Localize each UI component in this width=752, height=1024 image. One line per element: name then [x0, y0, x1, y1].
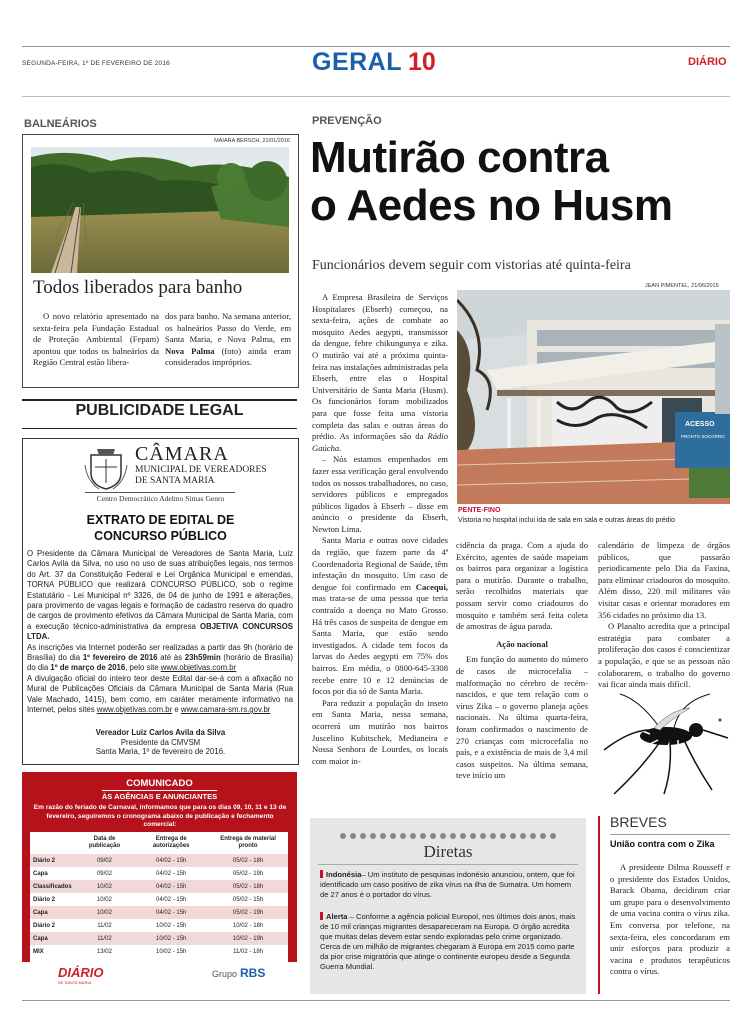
schedule-cell: 04/02 - 15h [134, 854, 208, 867]
org-sub: Centro Democrático Adelmo Simas Genro [96, 494, 225, 503]
decorative-dot [530, 833, 536, 839]
diretas-item2-text: – Conforme a agência policial Europol, nos últimos dois anos, mais de 10 mil crianças migrantes desapareceram na Europa. O órgão acredita que muitas delas devem estar sendo exploradas pelo crime organizado. Cerca de um milhão de migrantes chegaram à Europa em 2015 como parte da pior crise migratória que atinge o continente europeu desde a Segunda Guerra Mundial. [320, 912, 576, 971]
edital-p3 [27, 674, 293, 716]
signature-name: Vereador Luiz Carlos Avila da Silva [95, 728, 226, 737]
objetivas-link[interactable]: www.objetivas.com.br [160, 663, 237, 673]
decorative-dot [480, 833, 486, 839]
diretas-rule [318, 864, 578, 865]
section-title: GERAL [312, 48, 402, 76]
col1-p3: Santa Maria e outras nove cidades da região, que fazem parte da 4ª Coordenadoria Regional de Saúde, têm infestação do mosquito. Um caso de dengue foi confirmado em [312, 535, 448, 592]
schedule-cell: 05/02 - 19h [208, 867, 288, 880]
schedule-cell: Capa [30, 932, 75, 945]
decorative-dot [350, 833, 356, 839]
diretas-item-1 [320, 870, 578, 900]
org-name-3: DE SANTA MARIA [135, 476, 215, 486]
brand-logo: DIÁRIO [688, 56, 727, 68]
decorative-dot [390, 833, 396, 839]
comunicado-text: Em razão do feriado de Carnaval, informamos que para os dias 09, 10, 11 e 13 de fevereiro, seguiremos o cronograma abaixo de publicação e fechamento comercial: [33, 804, 287, 829]
diretas-dots [340, 826, 560, 836]
edital-p2-a: As inscrições via Internet poderão ser realizadas a partir das 9h (horário de Brasília) do dia [27, 642, 293, 663]
schedule-cell: 10/02 [75, 893, 135, 906]
comunicado-title: COMUNICADO [126, 778, 193, 789]
decorative-dot [450, 833, 456, 839]
schedule-row [30, 945, 288, 958]
schedule-cell: Diário 2 [30, 854, 75, 867]
breves-title: BREVES [610, 814, 667, 830]
schedule-table [30, 832, 288, 958]
hospital-photo [457, 290, 730, 504]
decorative-dot [410, 833, 416, 839]
schedule-cell: 04/02 - 15h [134, 893, 208, 906]
main-headline [310, 134, 672, 230]
river-photo [31, 147, 289, 273]
header-date: SEGUNDA-FEIRA, 1º DE FEVEREIRO DE 2016 [22, 60, 170, 67]
decorative-dot [340, 833, 346, 839]
breves-rule [610, 834, 730, 835]
edital-p2 [27, 643, 293, 674]
org-name-1: CÂMARA [135, 443, 229, 465]
schedule-cell: 05/02 - 15h [208, 893, 288, 906]
decorative-dot [550, 833, 556, 839]
main-col1 [312, 292, 448, 767]
schedule-cell: 05/02 - 18h [208, 880, 288, 893]
signature-role: Presidente da CMVSM [120, 737, 201, 747]
schedule-cell: Capa [30, 906, 75, 919]
headline-line-2: o Aedes no Husm [310, 181, 673, 230]
decorative-dot [420, 833, 426, 839]
comunicado-subtitle: ÀS AGÊNCIAS E ANUNCIANTES [101, 792, 218, 801]
schedule-cell: 05/02 - 18h [208, 854, 288, 867]
schedule-cell: 10/02 [75, 880, 135, 893]
header-rule [22, 96, 730, 97]
schedule-row [30, 919, 288, 932]
schedule-cell: MIX [30, 945, 75, 958]
diretas-box [310, 818, 586, 994]
publicidade-banner: PUBLICIDADE LEGAL [75, 402, 244, 419]
edital-p3-a: A divulgação oficial do inteiro teor deste Edital dar-se-á com a afixação no Mural de Publicações Oficiais da Câmara Municipal de Santa Maria (Rua Vale Machado, 1415), bem como, em caráter meramente informativo na Internet, pelos sites [27, 673, 293, 715]
main-photo-credit: JEAN PIMENTEL, 21/06/2015 [645, 283, 719, 289]
decorative-dot [430, 833, 436, 839]
banner-rule-bottom [22, 428, 297, 429]
comunicado-box [22, 772, 297, 988]
decorative-dot [440, 833, 446, 839]
diretas-title: Diretas [423, 842, 473, 861]
edital-signature [23, 728, 298, 757]
banner-rule-top [22, 399, 297, 401]
schedule-row [30, 906, 288, 919]
diario-logo-sub: DE SANTA MARIA [58, 980, 92, 985]
decorative-dot [470, 833, 476, 839]
col3-p1: calendário de limpeza de órgãos públicos, que passarão periodicamente pelo Dia da Faxina, para eliminar criadouros do mosquito. Além disso, 220 mil militares vão visitar casas e orientar moradores em 356 cidades no próximo dia 13. [598, 540, 730, 620]
edital-box [22, 438, 299, 765]
schedule-cell: 11/02 - 18h [208, 945, 288, 958]
edital-title-2: CONCURSO PÚBLICO [94, 529, 227, 543]
schedule-cell: 10/02 - 18h [208, 919, 288, 932]
schedule-cell: 10/02 - 19h [208, 932, 288, 945]
edital-title-1: EXTRATO DE EDITAL DE [86, 513, 235, 527]
edital-p2-d: (horário de Brasília) do dia [27, 653, 293, 673]
headline-line-1: Mutirão contra [310, 133, 609, 182]
schedule-cell: Diário 2 [30, 919, 75, 932]
schedule-cell: Classificados [30, 880, 75, 893]
coat-of-arms-icon [83, 445, 129, 491]
decorative-dot [500, 833, 506, 839]
diretas-item-2 [320, 912, 578, 972]
col1-p1-italic: Rádio Gaúcha. [312, 431, 448, 453]
edital-p2-b3: 1º de março de 2016 [50, 663, 126, 673]
balnearios-headline: Todos liberados para banho [33, 277, 243, 298]
schedule-cell: 05/02 - 19h [208, 906, 288, 919]
col1-p4: Para reduzir a população do inseto em Santa Maria, nessa semana, ocorrerá um mutirão nos bairros Juscelino Kubitschek, Medianeira e Nossa Senhora de Lourdes, os locais com maior in- [312, 697, 448, 766]
decorative-dot [360, 833, 366, 839]
photo-credit: MAIARA BERSCH, 21/01/2016 [214, 138, 290, 144]
org-name-2: MUNICIPAL DE VEREADORES [135, 465, 267, 475]
col2-p2: Em função do aumento do número de casos de microcefalia – malformação no cérebro de recém-nascidos, e que tem relação com o vírus Zika – o governo planeja ações nacionais. Na última quarta-feira, foram confirmados o nascimento de 270 crianças com microcefalia no país, e a existência de mais de 3,4 mil casos suspeitos. Na última semana, teve início um [456, 654, 588, 781]
grupo-label: Grupo [212, 969, 238, 979]
sign-text-2: PRONTO SOCORRO [681, 434, 725, 439]
objetivas-link-2[interactable]: www.objetivas.com.br [96, 705, 173, 715]
col3-p2: O Planalto acredita que a principal estratégia para combater a proliferação dos casos é conscientizar a população, e que se as pessoas não colaborarem, o trabalho do governo vai ficar ainda mais difícil. [598, 621, 730, 690]
edital-p2-c: até às [157, 653, 185, 663]
decorative-dot [490, 833, 496, 839]
schedule-cell: 09/02 [75, 867, 135, 880]
balnearios-kicker: BALNEÁRIOS [24, 118, 97, 130]
page-number: 10 [408, 48, 436, 76]
col1-p3-rest: mas trata-se de uma pessoa que teria contraído a doença no Mato Grosso. Há três casos de suspeita de dengue em Santa Maria, que estão sendo investigados. A cidade tem focos da larvas do Aedes aegypti em 75% dos bairros. Em média, o 0800-645-3308 recebe entre 10 e 12 denúncias de focos por dia só de Santa Maria. [312, 593, 448, 697]
col1-p1: A Empresa Brasileira de Serviços Hospitalares (Ebserh) começou, na sexta-feira, ações de combate ao mosquito Aedes aegypti, transmissor da dengue, febre chikungunya e zika. O mutirão vai até a próxima quinta-feira nas instalações administradas pela Ebserh, entre elas o Hospital Universitário de Santa Maria (Husm). Os funcionários foram mobilizados para que fosse feita uma vistoria completa das salas e outras áreas do prédio. As informações são da [312, 292, 448, 442]
main-deck: Funcionários devem seguir com vistorias até quinta-feira [312, 258, 631, 273]
balnearios-col1 [33, 311, 159, 369]
diretas-item2-head: Alerta [326, 912, 348, 921]
balnearios-col2-bold: Nova Palma [165, 345, 215, 356]
breves-bar [598, 816, 600, 994]
schedule-row [30, 893, 288, 906]
schedule-header-cell: Entrega de autorizações [134, 832, 208, 854]
camara-link[interactable]: www.camara-sm.rs.gov.br [180, 705, 271, 715]
main-col2 [456, 540, 588, 782]
bottom-rule [22, 1000, 730, 1001]
org-rule [85, 492, 235, 493]
diretas-item1-head: Indonésia [326, 870, 362, 879]
main-kicker: PREVENÇÃO [312, 115, 382, 127]
balnearios-box [22, 134, 299, 388]
main-col3 [598, 540, 730, 691]
schedule-cell: Capa [30, 867, 75, 880]
item-marker [320, 912, 323, 920]
schedule-cell: 13/02 [75, 945, 135, 958]
col1-p2: – Nós estamos empenhados em fazer essa verificação geral envolvendo todos os nossos trabalhadores, no caso, servidores públicos e empregados públicos ligados à Ebserh – disse em anúncio o presidente da Ebserh, Newton Lima. [312, 454, 448, 534]
decorative-dot [460, 833, 466, 839]
breves-text: A presidente Dilma Rousseff e o presidente dos Estados Unidos, Barack Obama, decidiram criar um grupo para o desenvolvimento de uma vacina contra o vírus zika. Em conversa por telefone, na sexta-feira, eles concordaram em unir esforços para produzir a vacina e produtos terapêuticos contra o vírus. [610, 862, 730, 977]
caption-title: PENTE-FINO [458, 507, 501, 514]
col2-subhead: Ação nacional [496, 638, 548, 649]
breves-body [610, 862, 730, 978]
schedule-cell: Diário 2 [30, 893, 75, 906]
edital-body [27, 549, 293, 716]
schedule-header-cell [30, 832, 75, 854]
schedule-header-cell: Entrega de material pronto [208, 832, 288, 854]
schedule-cell: 10/02 - 15h [134, 919, 208, 932]
schedule-cell: 04/02 - 15h [134, 906, 208, 919]
schedule-row [30, 854, 288, 867]
schedule-row [30, 880, 288, 893]
comunicado-rule [102, 790, 217, 791]
diario-logo: DIÁRIO [58, 965, 104, 980]
edital-p2-b1: 1º fevereiro de 2016 [82, 653, 158, 663]
comunicado-footer [22, 962, 297, 988]
schedule-cell: 10/02 [75, 906, 135, 919]
schedule-header-cell: Data de publicação [75, 832, 135, 854]
balnearios-col2-a: dos para banho. Na semana anterior, os balneários Passo do Verde, em Santa Maria, e Nova Palma, em [165, 311, 291, 345]
edital-p2-b2: 23h59min [184, 653, 221, 663]
schedule-cell: 10/02 - 15h [134, 932, 208, 945]
edital-p1-bold: OBJETIVA CONCURSOS LTDA. [27, 621, 293, 642]
schedule-cell: 09/02 [75, 854, 135, 867]
schedule-cell: 10/02 - 15h [134, 945, 208, 958]
balnearios-col2 [165, 311, 291, 369]
edital-p3-mid: e [172, 705, 181, 715]
top-rule [22, 46, 730, 47]
decorative-dot [400, 833, 406, 839]
schedule-cell: 04/02 - 15h [134, 880, 208, 893]
col2-p1: cidência da praga. Com a ajuda do Exército, agentes de saúde mapeiam os bairros para organizar a logística para o mutirão. Durante o trabalho, serão recolhidos materiais que possam servir como criadouros do mosquito e também será feita coleta de amostras de água parada. [456, 540, 588, 632]
mosquito-icon [600, 690, 730, 800]
schedule-row [30, 932, 288, 945]
diretas-item1-text: – Um instituto de pesquisas indonésio anunciou, ontem, que foi identificado um caso positivo de zika vírus na ilha de Sumatra. Um homem de 27 anos é o portador do vírus. [320, 870, 575, 899]
balnearios-col2-b: (foto) ainda eram considerados impróprios. [165, 345, 291, 368]
balnearios-col1-text: O novo relatório apresentado na sexta-feira pela Fundação Estadual de Proteção Ambiental (Fepam) apontou que todos os balneários da Região Central estão libera- [33, 311, 159, 368]
signature-place: Santa Maria, 1º de fevereiro de 2016. [95, 747, 226, 756]
edital-p1 [27, 549, 293, 643]
schedule-header-row [30, 832, 288, 854]
item-marker [320, 870, 323, 878]
schedule-cell: 11/02 [75, 919, 135, 932]
decorative-dot [540, 833, 546, 839]
sign-text-1: ACESSO [685, 421, 715, 428]
rbs-logo: RBS [240, 966, 266, 980]
edital-p1-text: O Presidente da Câmara Municipal de Vereadores de Santa Maria, Luiz Carlos Avila da Silva, no uso no uso de suas atribuições legais, nos termos do Art. 37 da Constituição Federal e Lei Orgânica Municipal e emendas, TORNA PÚBLICO que realizará CONCURSO PÚBLICO, sob o regime Estatutário - Lei Municipal nº 3326, de 04 de junho de 1991 e alterações, para provimento de vagas legais e formação de cadastro reserva do quadro de cargos de provimento efetivos da Câmara Municipal de Santa Maria, com a execução técnico-administrativa da empresa [27, 549, 293, 631]
schedule-panel [30, 832, 288, 962]
col1-p3-bold: Cacequi, [415, 581, 448, 592]
photo-caption: Vistoria no hospital inclui ida de sala em sala e outras áreas do prédio [458, 517, 675, 524]
schedule-row [30, 867, 288, 880]
schedule-cell: 11/02 [75, 932, 135, 945]
edital-p2-e: , pelo site [125, 663, 161, 673]
breves-headline: União contra com o Zika [610, 839, 715, 849]
decorative-dot [370, 833, 376, 839]
schedule-cell: 04/02 - 15h [134, 867, 208, 880]
decorative-dot [510, 833, 516, 839]
decorative-dot [520, 833, 526, 839]
decorative-dot [380, 833, 386, 839]
